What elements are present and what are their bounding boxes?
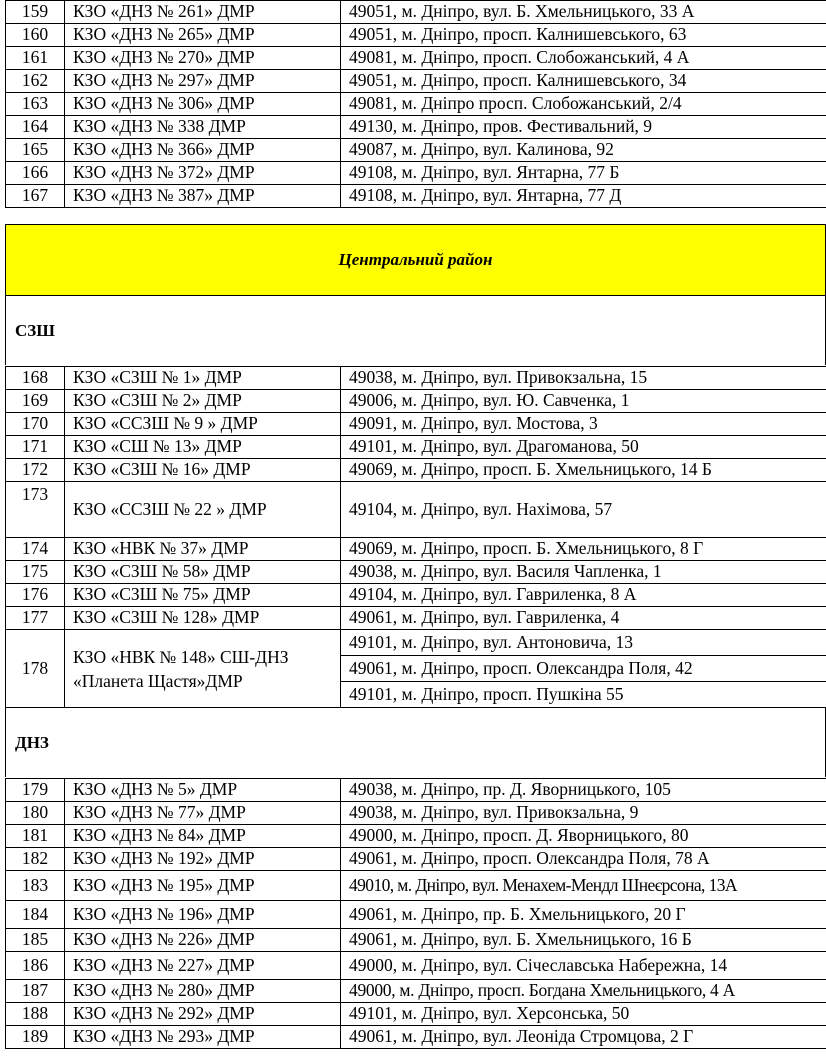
institution-address: 49061, м. Дніпро, просп. Олександра Поля, 42 <box>341 656 826 682</box>
institution-address: 49010, м. Дніпро, вул. Менахем-Мендл Шнеєрсона, 13А <box>341 871 826 901</box>
institution-name: КЗО «ДНЗ № 306» ДМР <box>65 93 341 116</box>
institution-name: КЗО «ДНЗ № 84» ДМР <box>65 825 341 848</box>
institution-name: КЗО «ССЗШ № 9 » ДМР <box>65 413 341 436</box>
section-heading-kindergartens <box>5 708 826 777</box>
table-row <box>6 538 826 561</box>
row-number: 161 <box>6 47 65 70</box>
top-table-body <box>6 1 826 208</box>
table-row <box>6 47 826 70</box>
row-number: 160 <box>6 24 65 47</box>
institution-address: 49104, м. Дніпро, вул. Нахімова, 57 <box>341 482 826 538</box>
institution-name: КЗО «ДНЗ № 270» ДМР <box>65 47 341 70</box>
row-number: 168 <box>6 367 65 390</box>
row-number: 171 <box>6 436 65 459</box>
table-row <box>6 825 826 848</box>
table-row <box>6 459 826 482</box>
table-row <box>6 952 826 980</box>
table-row <box>6 367 826 390</box>
institution-address: 49006, м. Дніпро, вул. Ю. Савченка, 1 <box>341 390 826 413</box>
institution-name: КЗО «ДНЗ № 338 ДМР <box>65 116 341 139</box>
institution-address: 49130, м. Дніпро, пров. Фестивальний, 9 <box>341 116 826 139</box>
row-number: 189 <box>6 1026 65 1049</box>
institution-address: 49000, м. Дніпро, просп. Д. Яворницького, 80 <box>341 825 826 848</box>
institution-address: 49101, м. Дніпро, вул. Херсонська, 50 <box>341 1003 826 1026</box>
institution-address: 49101, м. Дніпро, просп. Пушкіна 55 <box>341 682 826 708</box>
row-number: 162 <box>6 70 65 93</box>
section-title: ДНЗ <box>15 732 49 752</box>
institution-address: 49038, м. Дніпро, вул. Василя Чапленка, 1 <box>341 561 826 584</box>
institution-name: КЗО «ДНЗ № 5» ДМР <box>65 779 341 802</box>
top-institutions-table <box>5 0 826 208</box>
institution-name: КЗО «ДНЗ № 387» ДМР <box>65 185 341 208</box>
table-row <box>6 185 826 208</box>
institution-name: КЗО «ДНЗ № 293» ДМР <box>65 1026 341 1049</box>
institution-name: КЗО «ДНЗ № 227» ДМР <box>65 952 341 980</box>
row-number: 167 <box>6 185 65 208</box>
institution-address: 49038, м. Дніпро, вул. Привокзальна, 15 <box>341 367 826 390</box>
table-row <box>6 70 826 93</box>
table-row <box>6 436 826 459</box>
district-banner <box>5 224 826 296</box>
institution-name: КЗО «НВК № 148» СШ-ДНЗ «Планета Щастя»ДМР <box>65 630 341 708</box>
table-row <box>6 929 826 952</box>
institution-name: КЗО «СЗШ № 128» ДМР <box>65 607 341 630</box>
institution-address: 49038, м. Дніпро, пр. Д. Яворницького, 105 <box>341 779 826 802</box>
institution-address: 49061, м. Дніпро, вул. Б. Хмельницького, 16 Б <box>341 929 826 952</box>
table-row <box>6 607 826 630</box>
row-number: 176 <box>6 584 65 607</box>
institution-name: КЗО «ДНЗ № 280» ДМР <box>65 980 341 1003</box>
table-row <box>6 1026 826 1049</box>
institution-address: 49051, м. Дніпро, просп. Калнишевського, 34 <box>341 70 826 93</box>
institution-address: 49038, м. Дніпро, вул. Привокзальна, 9 <box>341 802 826 825</box>
table-row <box>6 779 826 802</box>
row-number: 185 <box>6 929 65 952</box>
table-row <box>6 848 826 871</box>
institution-address: 49069, м. Дніпро, просп. Б. Хмельницького, 14 Б <box>341 459 826 482</box>
table-row <box>6 1003 826 1026</box>
row-number: 169 <box>6 390 65 413</box>
row-number: 187 <box>6 980 65 1003</box>
row-number: 182 <box>6 848 65 871</box>
institution-name: КЗО «ДНЗ № 366» ДМР <box>65 139 341 162</box>
institution-address: 49061, м. Дніпро, пр. Б. Хмельницького, 20 Г <box>341 901 826 929</box>
institution-address: 49081, м. Дніпро просп. Слобожанський, 2/4 <box>341 93 826 116</box>
institution-name: КЗО «ДНЗ № 226» ДМР <box>65 929 341 952</box>
table-row <box>6 139 826 162</box>
institution-address: 49000, м. Дніпро, просп. Богдана Хмельницького, 4 А <box>341 980 826 1003</box>
row-number: 173 <box>6 482 65 538</box>
row-number: 184 <box>6 901 65 929</box>
district-title: Центральний район <box>338 250 493 269</box>
institution-address: 49101, м. Дніпро, вул. Драгоманова, 50 <box>341 436 826 459</box>
institution-name: КЗО «ССЗШ № 22 » ДМР <box>65 482 341 538</box>
schools-table <box>5 366 826 708</box>
institution-address: 49051, м. Дніпро, вул. Б. Хмельницького, 33 А <box>341 1 826 24</box>
table-row <box>6 482 826 538</box>
table-row <box>6 413 826 436</box>
table-row <box>6 630 826 656</box>
kindergartens-table-body <box>6 779 826 1049</box>
institution-name: КЗО «НВК № 37» ДМР <box>65 538 341 561</box>
institution-name: КЗО «ДНЗ № 372» ДМР <box>65 162 341 185</box>
institution-name: КЗО «СЗШ № 75» ДМР <box>65 584 341 607</box>
row-number: 188 <box>6 1003 65 1026</box>
institution-name: КЗО «СЗШ № 2» ДМР <box>65 390 341 413</box>
row-number: 172 <box>6 459 65 482</box>
row-number: 186 <box>6 952 65 980</box>
institution-name: КЗО «ДНЗ № 192» ДМР <box>65 848 341 871</box>
institution-address: 49061, м. Дніпро, просп. Олександра Поля, 78 А <box>341 848 826 871</box>
institution-address: 49104, м. Дніпро, вул. Гавриленка, 8 А <box>341 584 826 607</box>
institution-name: КЗО «СШ № 13» ДМР <box>65 436 341 459</box>
row-number: 159 <box>6 1 65 24</box>
institution-address: 49000, м. Дніпро, вул. Січеславська Набережна, 14 <box>341 952 826 980</box>
row-number: 175 <box>6 561 65 584</box>
table-row <box>6 390 826 413</box>
institution-name: КЗО «СЗШ № 16» ДМР <box>65 459 341 482</box>
institution-name: КЗО «ДНЗ № 77» ДМР <box>65 802 341 825</box>
institution-address: 49061, м. Дніпро, вул. Гавриленка, 4 <box>341 607 826 630</box>
kindergartens-table <box>5 778 826 1049</box>
institution-address: 49087, м. Дніпро, вул. Калинова, 92 <box>341 139 826 162</box>
institution-name: КЗО «СЗШ № 1» ДМР <box>65 367 341 390</box>
table-row <box>6 93 826 116</box>
institution-address: 49061, м. Дніпро, вул. Леоніда Стромцова, 2 Г <box>341 1026 826 1049</box>
institution-name: КЗО «ДНЗ № 265» ДМР <box>65 24 341 47</box>
institution-name: КЗО «ДНЗ № 195» ДМР <box>65 871 341 901</box>
row-number: 181 <box>6 825 65 848</box>
table-row <box>6 162 826 185</box>
row-number: 163 <box>6 93 65 116</box>
table-row <box>6 980 826 1003</box>
section-title: СЗШ <box>15 320 55 340</box>
institution-address: 49101, м. Дніпро, вул. Антоновича, 13 <box>341 630 826 656</box>
schools-table-body <box>6 367 826 708</box>
table-row <box>6 1 826 24</box>
row-number: 164 <box>6 116 65 139</box>
section-heading-schools <box>5 296 826 365</box>
institution-name: КЗО «ДНЗ № 297» ДМР <box>65 70 341 93</box>
table-row <box>6 901 826 929</box>
row-number: 183 <box>6 871 65 901</box>
row-number: 165 <box>6 139 65 162</box>
table-row <box>6 116 826 139</box>
table-row <box>6 871 826 901</box>
institution-address: 49108, м. Дніпро, вул. Янтарна, 77 Д <box>341 185 826 208</box>
table-row <box>6 802 826 825</box>
row-number: 179 <box>6 779 65 802</box>
institution-name: КЗО «ДНЗ № 261» ДМР <box>65 1 341 24</box>
row-number: 170 <box>6 413 65 436</box>
row-number: 178 <box>6 630 65 708</box>
institution-name: КЗО «СЗШ № 58» ДМР <box>65 561 341 584</box>
table-row <box>6 584 826 607</box>
institution-address: 49081, м. Дніпро, просп. Слобожанський, 4 А <box>341 47 826 70</box>
institution-address: 49069, м. Дніпро, просп. Б. Хмельницького, 8 Г <box>341 538 826 561</box>
institution-address: 49091, м. Дніпро, вул. Мостова, 3 <box>341 413 826 436</box>
row-number: 177 <box>6 607 65 630</box>
table-row <box>6 24 826 47</box>
institution-address: 49051, м. Дніпро, просп. Калнишевського, 63 <box>341 24 826 47</box>
institution-name: КЗО «ДНЗ № 196» ДМР <box>65 901 341 929</box>
institution-name: КЗО «ДНЗ № 292» ДМР <box>65 1003 341 1026</box>
row-number: 180 <box>6 802 65 825</box>
institution-address: 49108, м. Дніпро, вул. Янтарна, 77 Б <box>341 162 826 185</box>
row-number: 174 <box>6 538 65 561</box>
table-row <box>6 561 826 584</box>
row-number: 166 <box>6 162 65 185</box>
